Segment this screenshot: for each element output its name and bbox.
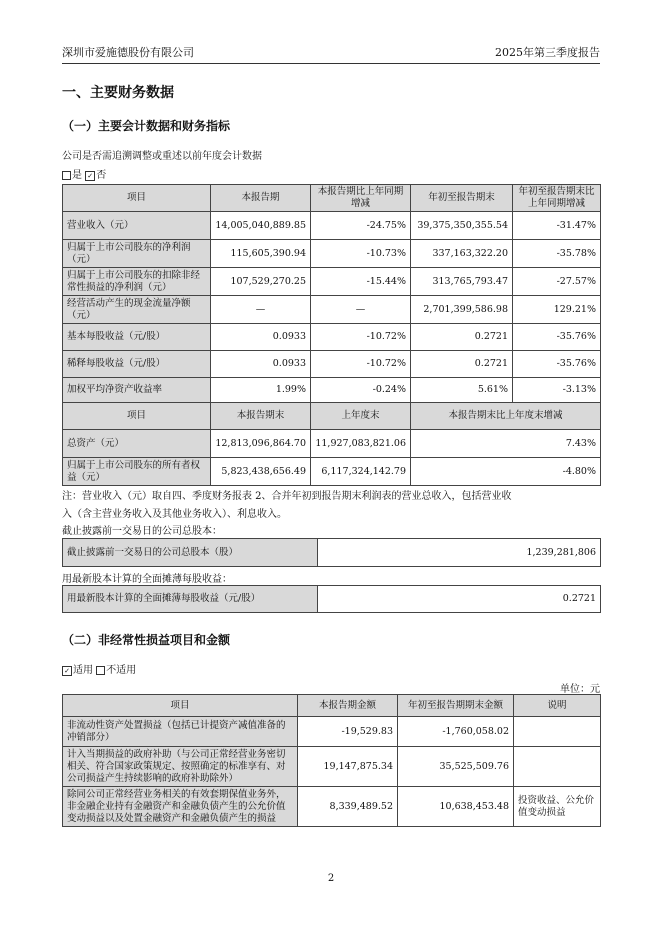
table-cell: 129.21% — [513, 296, 601, 324]
table-cell: 0.2721 — [411, 351, 513, 378]
table-row — [63, 240, 601, 268]
table-cell: 10,638,453.48 — [398, 787, 514, 827]
row-label: 稀释每股收益（元/股） — [63, 351, 211, 378]
table-cell: 0.0933 — [211, 351, 311, 378]
shares-table — [62, 538, 601, 567]
column-header: 本报告期末 — [211, 403, 311, 430]
header-report: 2025年第三季度报告 — [495, 46, 600, 59]
row-label: 归属于上市公司股东的扣除非经常性损益的净利润（元） — [63, 268, 211, 296]
eps-label: 用最新股本计算的全面摊薄每股收益（元/股） — [63, 586, 318, 613]
table-row — [63, 747, 601, 787]
checkbox-checked-icon: ✓ — [62, 666, 72, 676]
row-label: 总资产（元） — [63, 430, 211, 458]
table-cell: -35.78% — [513, 240, 601, 268]
table-row — [63, 351, 601, 378]
column-header: 本报告期比上年同期增减 — [311, 185, 411, 212]
table-row — [63, 458, 601, 486]
table-cell: 115,605,390.94 — [211, 240, 311, 268]
nonrecurring-table — [62, 694, 601, 827]
section-title: 一、主要财务数据 — [62, 85, 174, 101]
shares-title: 截止披露前一交易日的公司总股本： — [62, 526, 222, 537]
table-cell: -35.76% — [513, 351, 601, 378]
column-header: 项目 — [63, 403, 211, 430]
table-cell: 8,339,489.52 — [298, 787, 398, 827]
table-cell: 12,813,096,864.70 — [211, 430, 311, 458]
row-label: 归属于上市公司股东的所有者权益（元） — [63, 458, 211, 486]
table-cell: 11,927,083,821.06 — [311, 430, 411, 458]
table-cell: -10.72% — [311, 324, 411, 351]
row-label: 营业收入（元） — [63, 212, 211, 240]
table-row — [63, 378, 601, 403]
table-cell: 6,117,324,142.79 — [311, 458, 411, 486]
table-cell: — — [311, 296, 411, 324]
page-number: 2 — [327, 873, 335, 884]
table-cell: 39,375,350,355.54 — [411, 212, 513, 240]
column-header: 年初至报告期末 — [411, 185, 513, 212]
table-header-row — [63, 695, 601, 717]
row-label: 归属于上市公司股东的净利润（元） — [63, 240, 211, 268]
column-header: 说明 — [514, 695, 601, 717]
table-row — [63, 296, 601, 324]
unit-label: 单位：元 — [560, 684, 600, 695]
table-row — [63, 430, 601, 458]
row-label: 除同公司正常经营业务相关的有效套期保值业务外，非金融企业持有金融资产和金融负债产生的公允价值变动损益以及处置金融资产和金融负债产生的损益 — [63, 787, 298, 827]
table-cell: — — [211, 296, 311, 324]
table-row — [63, 787, 601, 827]
table-cell: 5,823,438,656.49 — [211, 458, 311, 486]
column-header: 项目 — [63, 695, 298, 717]
applicable-options — [62, 661, 136, 676]
shares-label: 截止披露前一交易日的公司总股本（股） — [63, 539, 318, 567]
table-cell — [514, 747, 601, 787]
table-cell: -15.44% — [311, 268, 411, 296]
column-header: 年初至报告期末比上年同期增减 — [513, 185, 601, 212]
row-label: 计入当期损益的政府补助（与公司正常经营业务密切相关、符合国家政策规定、按照确定的标准享有、对公司损益产生持续影响的政府补助除外） — [63, 747, 298, 787]
note-line-1: 注：营业收入（元）取自四、季度财务报表 2、合并年初到报告期末利润表的营业总收入，包括营业收 — [62, 491, 512, 502]
eps-title: 用最新股本计算的全面摊薄每股收益： — [62, 574, 232, 585]
financial-data-table — [62, 184, 601, 486]
table-cell: 5.61% — [411, 378, 513, 403]
table-cell: -24.75% — [311, 212, 411, 240]
header-company: 深圳市爱施德股份有限公司 — [62, 46, 194, 59]
row-label: 经营活动产生的现金流量净额（元） — [63, 296, 211, 324]
table-cell: -3.13% — [513, 378, 601, 403]
table-row — [63, 212, 601, 240]
table-cell: 0.0933 — [211, 324, 311, 351]
column-header: 本报告期 — [211, 185, 311, 212]
table-cell: 0.2721 — [411, 324, 513, 351]
table-row — [63, 717, 601, 747]
column-header: 上年度末 — [311, 403, 411, 430]
column-header: 本报告期末比上年度末增减 — [411, 403, 601, 430]
applicable-no: 不适用 — [106, 665, 137, 676]
table-cell: -0.24% — [311, 378, 411, 403]
table-cell: -10.72% — [311, 351, 411, 378]
table-cell: 337,163,322.20 — [411, 240, 513, 268]
subsection-title-2: （二）非经常性损益项目和金额 — [62, 633, 231, 647]
table-cell: 1.99% — [211, 378, 311, 403]
applicable-yes: 适用 — [73, 665, 93, 676]
table-cell: 2,701,399,586.98 — [411, 296, 513, 324]
eps-value: 0.2721 — [318, 586, 601, 613]
table-cell: -10.73% — [311, 240, 411, 268]
table-row — [63, 324, 601, 351]
table-cell — [514, 717, 601, 747]
restate-option-no: 否 — [96, 170, 107, 181]
table-row — [63, 268, 601, 296]
column-header: 项目 — [63, 185, 211, 212]
row-label: 加权平均净资产收益率 — [63, 378, 211, 403]
subsection-title-1: （一）主要会计数据和财务指标 — [62, 119, 231, 133]
checkbox-unchecked-icon — [62, 171, 71, 180]
column-header: 年初至报告期期末金额 — [398, 695, 514, 717]
row-label: 基本每股收益（元/股） — [63, 324, 211, 351]
note-line-2: 入（含主营业务收入及其他业务收入）、利息收入。 — [62, 509, 287, 520]
table-cell: -27.57% — [513, 268, 601, 296]
restate-option-yes: 是 — [72, 170, 82, 181]
table-header-row — [63, 403, 601, 430]
shares-value: 1,239,281,806 — [318, 539, 601, 567]
table-cell: 313,765,793.47 — [411, 268, 513, 296]
table-cell: -19,529.83 — [298, 717, 398, 747]
restate-options — [62, 166, 106, 181]
table-cell: 投资收益、公允价值变动损益 — [514, 787, 601, 827]
table-cell: 107,529,270.25 — [211, 268, 311, 296]
table-cell: 14,005,040,889.85 — [211, 212, 311, 240]
restate-question: 公司是否需追溯调整或重述以前年度会计数据 — [62, 151, 262, 162]
table-cell: 35,525,509.76 — [398, 747, 514, 787]
column-header: 本报告期金额 — [298, 695, 398, 717]
table-cell: 19,147,875.34 — [298, 747, 398, 787]
row-label: 非流动性资产处置损益（包括已计提资产减值准备的冲销部分） — [63, 717, 298, 747]
header-divider — [62, 63, 600, 64]
table-cell: -31.47% — [513, 212, 601, 240]
table-cell: -4.80% — [411, 458, 601, 486]
table-cell: 7.43% — [411, 430, 601, 458]
table-cell: -35.76% — [513, 324, 601, 351]
eps-table — [62, 585, 601, 613]
table-header-row — [63, 185, 601, 212]
table-cell: -1,760,058.02 — [398, 717, 514, 747]
checkbox-unchecked-icon — [96, 666, 105, 675]
checkbox-checked-icon: ✓ — [85, 171, 95, 181]
